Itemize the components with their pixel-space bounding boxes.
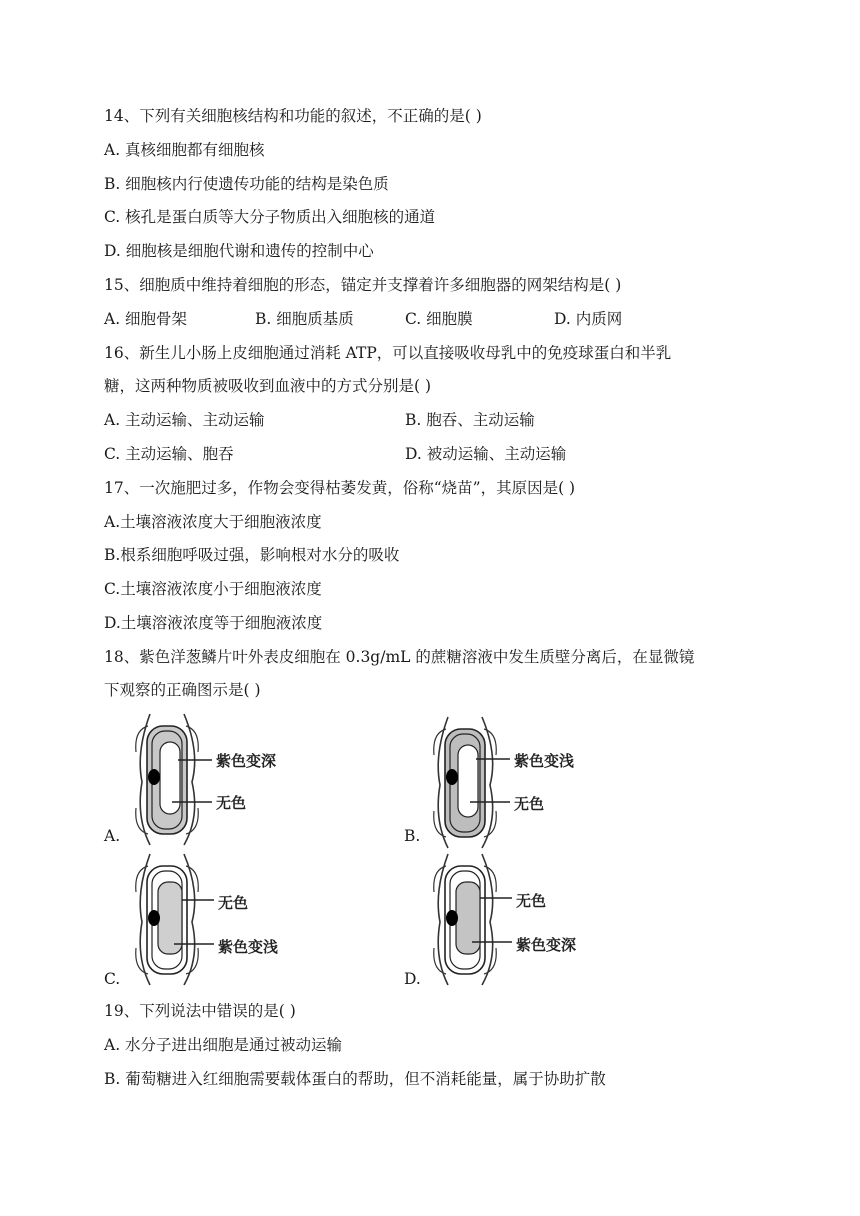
figure-a-bottom-label: 无色	[216, 794, 247, 812]
figure-d-bottom-label: 紫色变深	[516, 936, 577, 954]
figure-b-bottom-label: 无色	[514, 795, 545, 813]
figure-c-tag: C.	[104, 970, 121, 988]
q15-option-c: C. 细胞膜	[405, 310, 473, 328]
figure-b-cell-diagram	[426, 715, 596, 850]
q15-option-b: B. 细胞质基质	[255, 310, 354, 328]
q17-option-a: A.土壤溶液浓度大于细胞液浓度	[104, 513, 322, 531]
q16-stem-line2: 糖，这两种物质被吸收到血液中的方式分别是( )	[104, 377, 432, 395]
figure-d-tag: D.	[404, 970, 421, 988]
q16-option-d: D. 被动运输、主动运输	[405, 445, 567, 463]
figure-a-tag: A.	[104, 827, 121, 845]
q16-option-b: B. 胞吞、主动运输	[405, 411, 535, 429]
figure-a-top-label: 紫色变深	[216, 752, 277, 770]
q17-option-c: C.土壤溶液浓度小于细胞液浓度	[104, 580, 322, 598]
q14-option-d: D. 细胞核是细胞代谢和遗传的控制中心	[104, 242, 374, 260]
figure-c-bottom-label: 紫色变浅	[218, 938, 279, 956]
q18-stem-line1: 18、紫色洋葱鳞片叶外表皮细胞在 0.3g/mL 的蔗糖溶液中发生质壁分离后，在显微镜	[104, 648, 695, 666]
figure-b-tag: B.	[404, 827, 421, 845]
q16-option-c: C. 主动运输、胞吞	[104, 445, 234, 463]
figure-c-top-label: 无色	[218, 894, 249, 912]
q14-option-a: A. 真核细胞都有细胞核	[104, 141, 265, 159]
q15-stem: 15、细胞质中维持着细胞的形态，锚定并支撑着许多细胞器的网架结构是( )	[104, 276, 622, 294]
q16-option-a: A. 主动运输、主动运输	[104, 411, 265, 429]
q19-option-a: A. 水分子进出细胞是通过被动运输	[104, 1036, 343, 1054]
q15-option-d: D. 内质网	[554, 310, 623, 328]
figure-a-cell-diagram	[128, 712, 298, 847]
q19-stem: 19、下列说法中错误的是( )	[104, 1002, 296, 1020]
figure-b-top-label: 紫色变浅	[514, 752, 575, 770]
q15-option-a: A. 细胞骨架	[104, 310, 188, 328]
q18-stem-line2: 下观察的正确图示是( )	[104, 681, 261, 699]
q17-option-d: D.土壤溶液浓度等于细胞液浓度	[104, 614, 323, 632]
q14-option-b: B. 细胞核内行使遗传功能的结构是染色质	[104, 175, 389, 193]
q17-stem: 17、一次施肥过多，作物会变得枯萎发黄，俗称“烧苗”，其原因是( )	[104, 479, 576, 497]
figure-c-cell-diagram	[128, 852, 298, 987]
q14-option-c: C. 核孔是蛋白质等大分子物质出入细胞核的通道	[104, 208, 436, 226]
q19-option-b: B. 葡萄糖进入红细胞需要载体蛋白的帮助，但不消耗能量，属于协助扩散	[104, 1070, 606, 1088]
q17-option-b: B.根系细胞呼吸过强，影响根对水分的吸收	[104, 546, 400, 564]
q16-stem-line1: 16、新生儿小肠上皮细胞通过消耗 ATP，可以直接吸收母乳中的免疫球蛋白和半乳	[104, 344, 672, 362]
q14-stem: 14、下列有关细胞核结构和功能的叙述，不正确的是( )	[104, 107, 482, 125]
figure-d-top-label: 无色	[516, 892, 547, 910]
figure-d-cell-diagram	[426, 852, 596, 987]
